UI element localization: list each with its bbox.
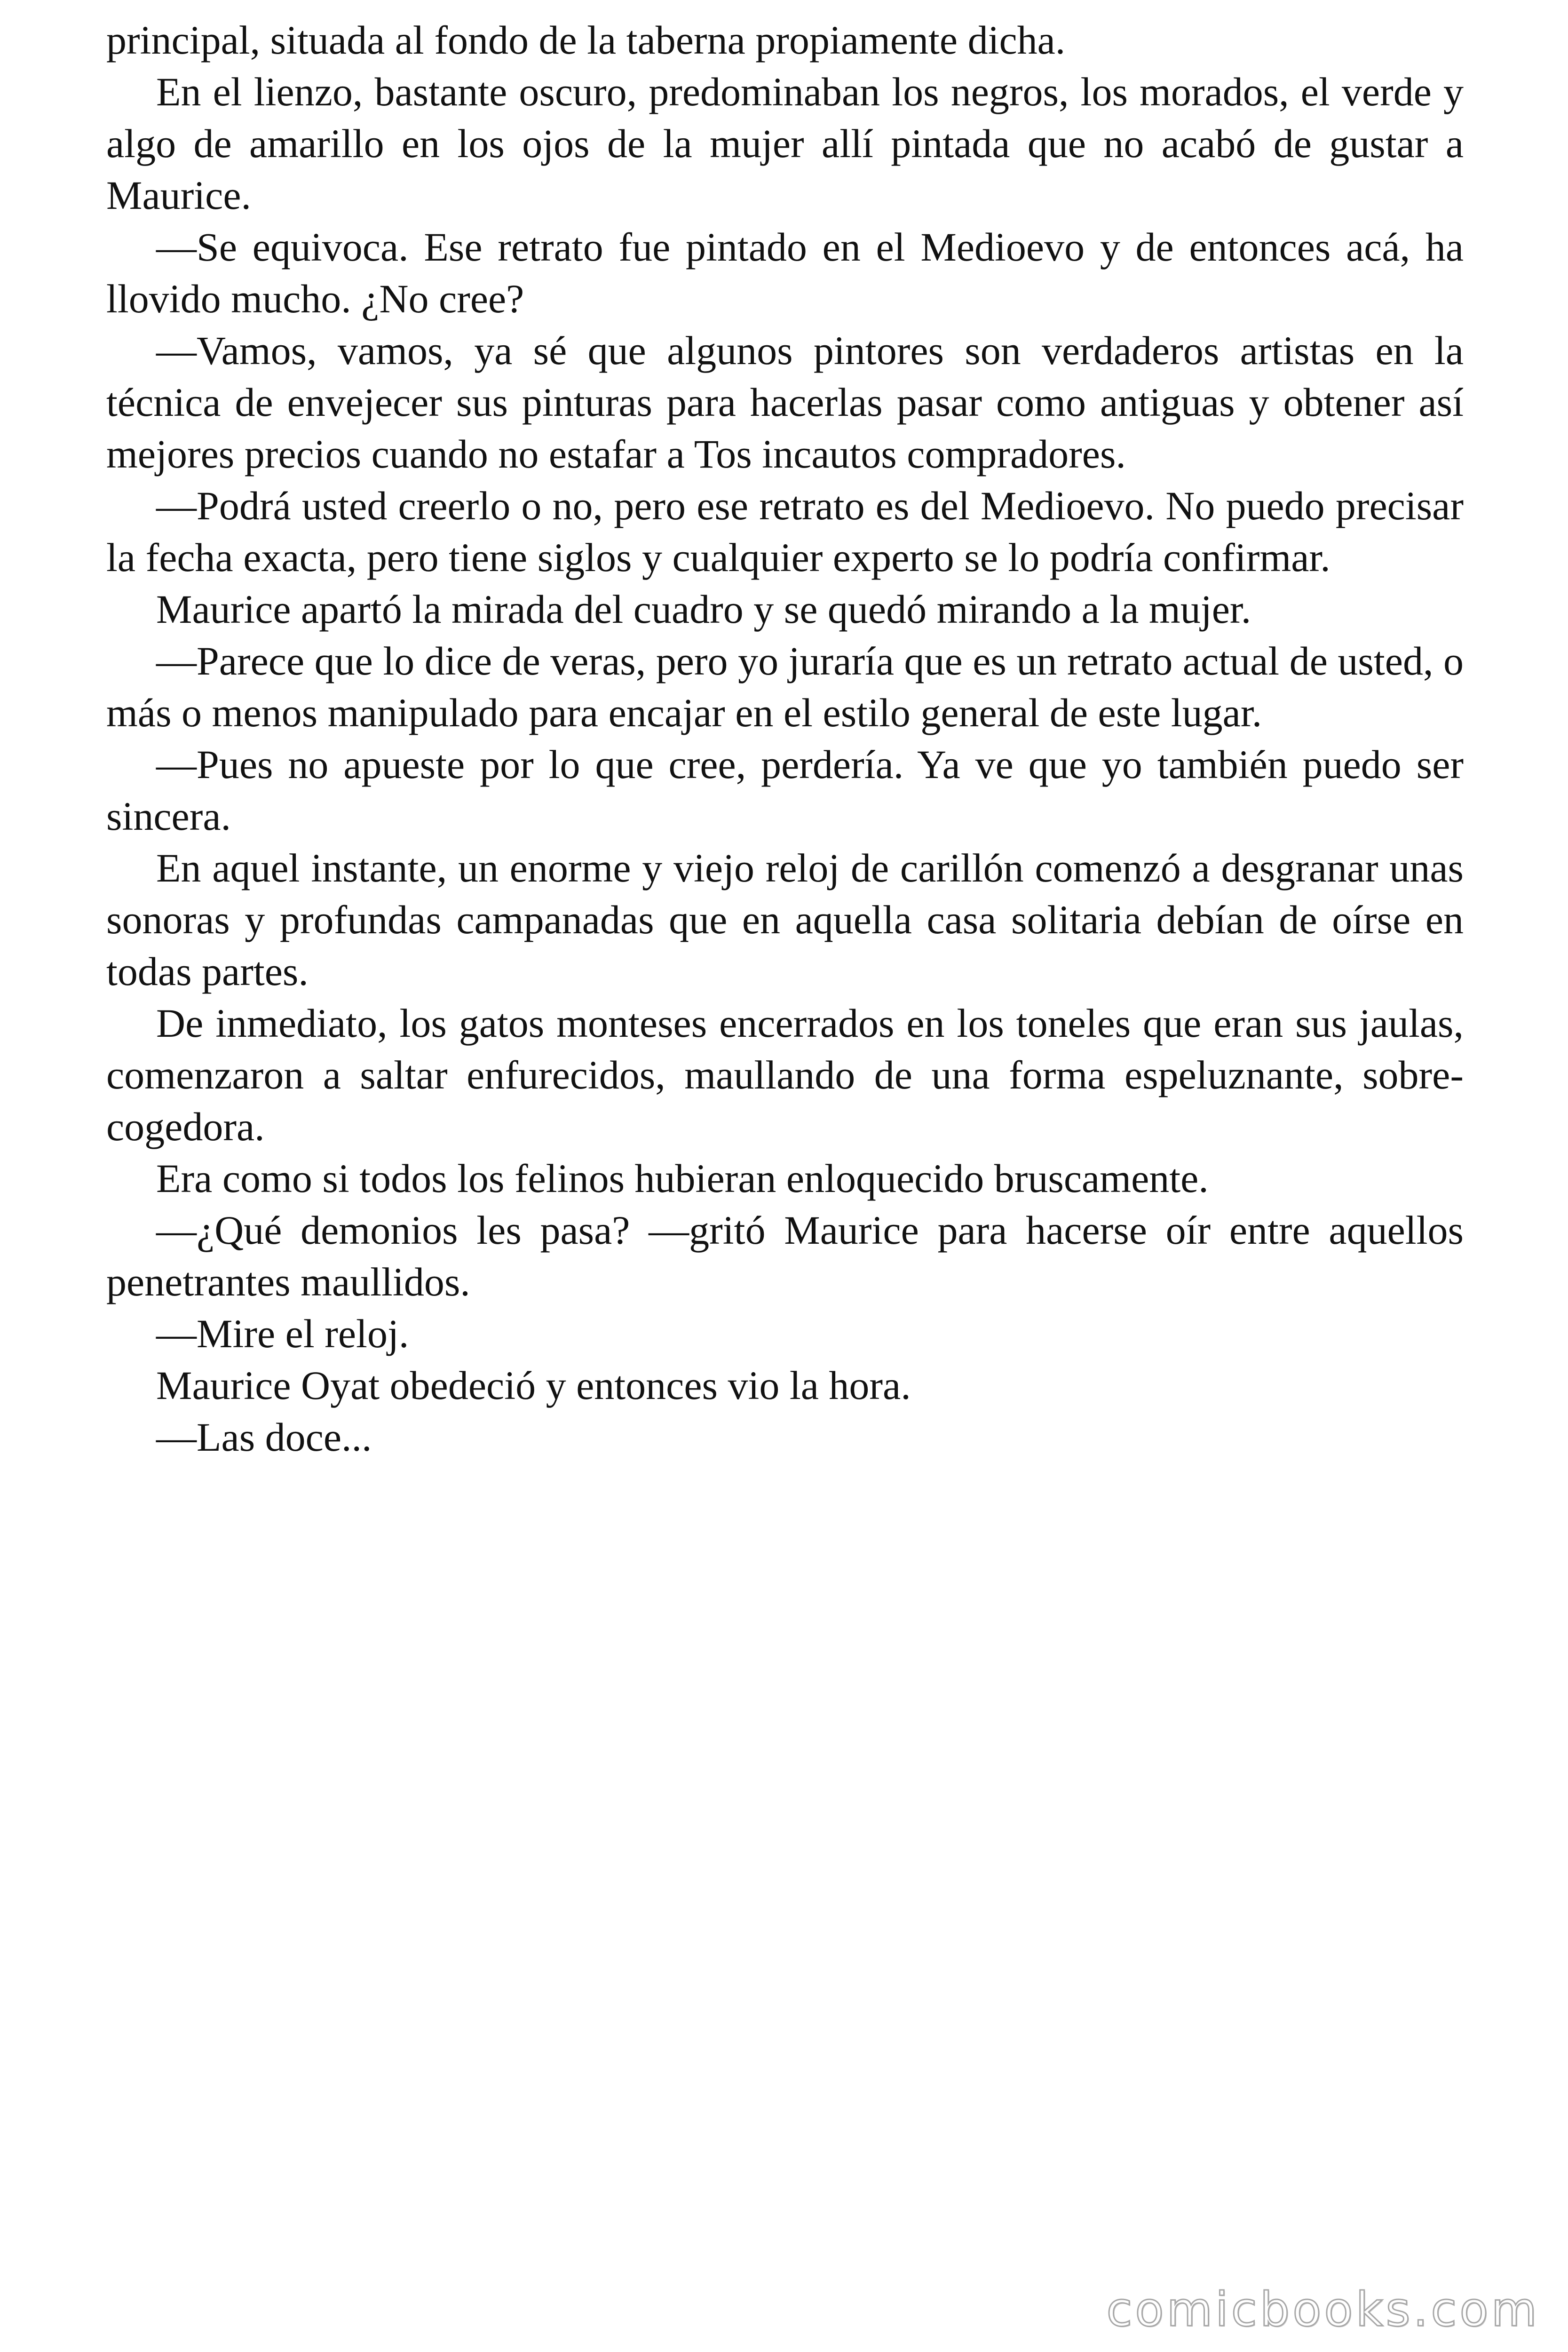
- body-text: [106, 14, 1464, 1463]
- paragraph-13: —Mire el reloj.: [156, 1311, 409, 1356]
- paragraph-12: —¿Qué demonios les pasa? —gritó Maurice para hacerse oír entre aquellos penetrantes maullidos.: [106, 1208, 1464, 1304]
- paragraph-10: De inmediato, los gatos monteses encerrados en los toneles que eran sus jaulas, comenzaron a saltar enfurecidos, maullando de una forma espeluznante, sobre-cogedora.: [106, 1001, 1464, 1149]
- paragraph-2: En el lienzo, bastante oscuro, predominaban los negros, los morados, el verde y algo de amarillo en los ojos de la mujer allí pintada que no acabó de gustar a Maurice.: [106, 69, 1464, 218]
- paragraph-4: —Vamos, vamos, ya sé que algunos pintores son verdaderos artistas en la técnica de envejecer sus pinturas para hacerlas pasar como antiguas y obtener así mejores precios cuando no estafar a Tos incautos compradores.: [106, 328, 1464, 477]
- paragraph-15: —Las doce...: [156, 1414, 372, 1460]
- paragraph-14: Maurice Oyat obedeció y entonces vio la hora.: [156, 1363, 911, 1408]
- watermark: comicbooks.com: [1106, 2282, 1540, 2337]
- paragraph-9: En aquel instante, un enorme y viejo reloj de carillón comenzó a desgranar unas sonoras y profundas campanadas que en aquella casa solitaria debían de oírse en todas partes.: [106, 845, 1464, 994]
- paragraph-6: Maurice apartó la mirada del cuadro y se quedó mirando a la mujer.: [156, 587, 1251, 632]
- paragraph-3: —Se equivoca. Ese retrato fue pintado en el Medioevo y de entonces acá, ha llovido mucho. ¿No cree?: [106, 224, 1464, 321]
- paragraph-7: —Parece que lo dice de veras, pero yo juraría que es un retrato actual de usted, o más o menos manipulado para encajar en el estilo general de este lugar.: [106, 638, 1464, 735]
- paragraph-5: —Podrá usted creerlo o no, pero ese retrato es del Medioevo. No puedo precisar la fecha exacta, pero tiene siglos y cualquier experto se lo podría confirmar.: [106, 483, 1464, 580]
- paragraph-1: principal, situada al fondo de la taberna propiamente dicha.: [106, 17, 1066, 63]
- paragraph-11: Era como si todos los felinos hubieran enloquecido bruscamente.: [156, 1156, 1209, 1201]
- paragraph-8: —Pues no apueste por lo que cree, perdería. Ya ve que yo también puedo ser sincera.: [106, 742, 1464, 839]
